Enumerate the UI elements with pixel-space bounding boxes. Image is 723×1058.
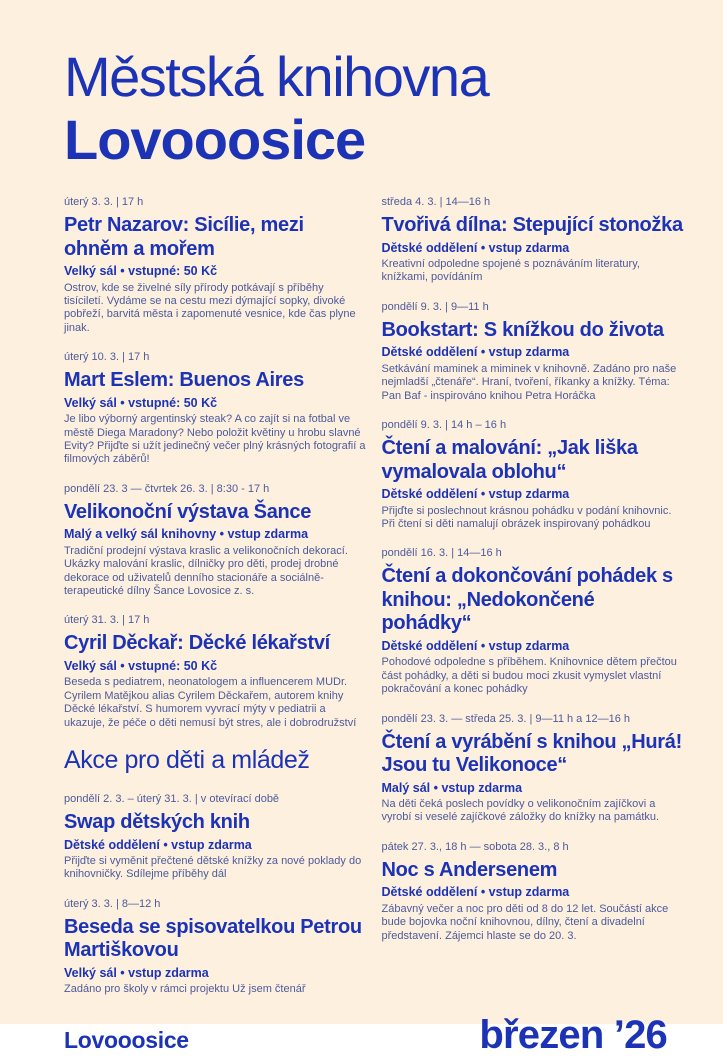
event-description: Zadáno pro školy v rámci projektu Už jsem čtenář (64, 983, 306, 996)
poster-title (64, 46, 683, 172)
event-date: pondělí 2. 3. – úterý 31. 3. | v otevírací době (64, 793, 280, 805)
event-title: Velikonoční výstava Šance (64, 500, 312, 523)
event-description: Na děti čeká poslech povídky o velikonočním zajíčkovi a vyrobí si veselé zajíčkové záložky do knížky na památku. (381, 798, 660, 824)
poster-masthead (64, 46, 683, 172)
poster-footer (64, 1013, 683, 1058)
poster-title-line1: Městská knihovna (64, 45, 489, 108)
event-date: pátek 27. 3., 18 h — sobota 28. 3., 8 h (381, 840, 569, 853)
event-card (64, 196, 366, 335)
event-date: pondělí 23. 3 — čtvrtek 26. 3. | 8:30 - 17 h (64, 482, 270, 495)
event-description: Kreativní odpoledne spojené s poznáváním literatury, knížkami, povídáním (381, 258, 640, 284)
event-venue: Dětské oddělení • vstup zdarma (381, 487, 570, 502)
footer-issue-date: březen ’26 (479, 1012, 667, 1057)
event-venue: Velký sál • vstupné: 50 Kč (64, 264, 218, 278)
event-description: Tradiční prodejní výstava kraslic a velikonočních dekorací. Ukázky malování kraslic, dílničky pro děti, prodej drobné dekorace od uživatelů denního stacionáře a sociálně-terapeutické dílny Šance Lovosice z. s. (64, 544, 348, 597)
event-date: úterý 31. 3. | 17 h (64, 614, 150, 627)
event-date: úterý 3. 3. | 17 h (64, 196, 144, 208)
event-description: Zábavný večer a noc pro děti od 8 do 12 let. Součástí akce bude bojovka noční knihovnou, dílny, čtení a divadelní představení. Zájemci hlaste se do 20. 3. (381, 902, 669, 942)
event-description: Je libo výborný argentinský steak? A co zajít si na fotbal ve městě Diega Maradony? Nebo položit květiny u hrobu slavné Evity? Přijďte si užít jedinečný večer plný krásných fotografií a filmových záběrů! (64, 413, 366, 466)
right-column (382, 196, 684, 1013)
event-title: Čtení a vyrábění s knihou „Hurá! Jsou tu Velikonoce“ (381, 730, 682, 777)
event-date: úterý 3. 3. | 8—12 h (64, 897, 161, 910)
event-date: pondělí 23. 3. — středa 25. 3. | 9—11 h a 12—16 h (381, 712, 630, 725)
event-venue: Velký sál • vstupné: 50 Kč (64, 658, 218, 673)
event-venue: Malý a velký sál knihovny • vstup zdarma (64, 527, 309, 542)
left-column (64, 196, 366, 1013)
event-venue: Dětské oddělení • vstup zdarma (381, 345, 570, 360)
event-card (382, 547, 684, 696)
event-title: Bookstart: S knížkou do života (381, 318, 664, 341)
event-title: Petr Nazarov: Sicílie, mezi ohněm a mořem (64, 214, 304, 260)
event-card (382, 196, 684, 285)
event-description: Setkávání maminek a miminek v knihovně. Zadáno pro naše nejmladší „čtenáře“. Hraní, tvoření, říkanky a knížky. Téma: Pan Baf - inspirováno knihou Petra Horáčka (381, 362, 677, 402)
event-card (64, 351, 366, 467)
event-date: úterý 10. 3. | 17 h (64, 351, 150, 364)
event-description: Přijďte si poslechnout krásnou pohádku v podání knihovnic. Při čtení si děti namalují obrázek inspirovaný pohádkou (381, 504, 672, 530)
event-venue: Velký sál • vstupné: 50 Kč (64, 395, 218, 410)
event-card (64, 898, 366, 997)
event-title: Cyril Děckař: Děcké lékařství (64, 632, 330, 655)
event-card (382, 713, 684, 825)
event-date: pondělí 9. 3. | 9—11 h (381, 300, 489, 313)
event-card (382, 841, 684, 943)
event-date: středa 4. 3. | 14—16 h (381, 196, 491, 208)
event-title: Swap dětských knih (64, 811, 250, 833)
event-title: Čtení a dokončování pohádek s knihou: „Nedokončené pohádky“ (381, 565, 673, 635)
event-description: Přijďte si vyměnit přečtené dětské knížky za nové poklady do knihovničky. Sdílejme příběhy dál (64, 855, 362, 881)
event-title: Noc s Andersenem (381, 858, 558, 881)
event-venue: Dětské oddělení • vstup zdarma (381, 885, 570, 900)
event-card (64, 793, 366, 882)
event-description: Beseda s pediatrem, neonatologem a influencerem MUDr. Cyrilem Matějkou alias Cyrilem Děckařem, autorem knihy Děcké lékařství. S humorem vyvrací mýty v pediatrii a ukazuje, že péče o děti nemusí být stres, ale i dobrodružství (64, 676, 357, 729)
event-description: Pohodové odpoledne s příběhem. Knihovnice dětem přečtou část pohádky, a děti si budou moci zkusit vymyslet vlastní pokračování a konec pohádky (381, 656, 677, 696)
event-venue: Dětské oddělení • vstup zdarma (64, 837, 252, 852)
children-section-heading: Akce pro děti a mládež (64, 746, 310, 774)
event-card (382, 419, 684, 531)
footer-brand: Lovooosice (64, 1026, 189, 1053)
event-venue: Velký sál • vstup zdarma (64, 965, 209, 980)
event-date: pondělí 16. 3. | 14—16 h (381, 547, 502, 560)
event-date: pondělí 9. 3. | 14 h – 16 h (381, 419, 507, 432)
event-card (382, 301, 684, 403)
event-title: Tvořivá dílna: Stepující stonožka (381, 214, 683, 236)
event-columns (64, 196, 683, 1013)
event-title: Beseda se spisovatelkou Petrou Martiškovou (64, 915, 362, 962)
poster-title-line2: Lovooosice (64, 108, 366, 171)
event-venue: Dětské oddělení • vstup zdarma (381, 638, 570, 653)
event-card (64, 614, 366, 730)
event-venue: Dětské oddělení • vstup zdarma (381, 240, 570, 255)
event-card (64, 483, 366, 599)
event-title: Mart Eslem: Buenos Aires (64, 369, 304, 392)
event-description: Ostrov, kde se živelné síly přírody potkávají s příběhy tisíciletí. Vydáme se na cestu mezi dýmající sopky, divoké pobřeží, barvitá města i zapomenuté vesnice, kde čas plyne jinak. (64, 281, 356, 334)
event-venue: Malý sál • vstup zdarma (381, 780, 523, 795)
event-title: Čtení a malování: „Jak liška vymalovala oblohu“ (381, 437, 638, 483)
